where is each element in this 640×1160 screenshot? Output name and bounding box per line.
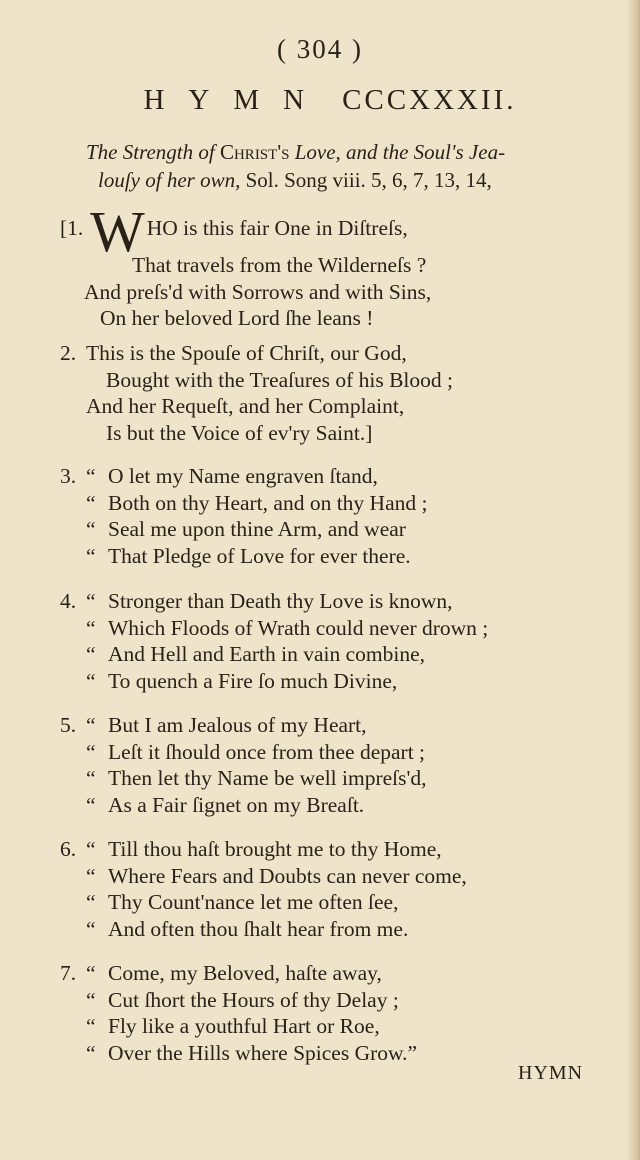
- verse-text: That travels from the Wilderneſs ?: [132, 253, 427, 277]
- verse-text: On her beloved Lord ſhe leans !: [100, 306, 374, 330]
- hymn-subtitle-line-2: [98, 168, 638, 193]
- quote-mark: “: [86, 713, 96, 737]
- stanza-number: 6.: [60, 837, 77, 861]
- hymn-number: CCCXXXII.: [342, 84, 517, 116]
- verse-text: But I am Jealous of my Heart,: [108, 713, 367, 737]
- verse-text: As a Fair ſignet on my Breaſt.: [108, 792, 365, 817]
- subtitle-text: The Strength of: [86, 140, 220, 164]
- stanza-number: 3.: [60, 464, 77, 488]
- verse-text: Where Fears and Doubts can never come,: [108, 863, 467, 888]
- verse-line: [60, 739, 620, 766]
- verse-line: [60, 641, 620, 668]
- stanza: [60, 960, 620, 1066]
- verse-line: [60, 1013, 620, 1040]
- verse-text: Over the Hills where Spices Grow.”: [108, 1040, 418, 1065]
- verse-line: [60, 516, 620, 543]
- stanza-number: 5.: [60, 713, 77, 737]
- verse-line: [60, 792, 620, 819]
- stanza-number: 7.: [60, 961, 77, 985]
- verse-line: [60, 279, 620, 306]
- verse-line: [60, 668, 620, 695]
- verse-text: Till thou haſt brought me to thy Home,: [108, 837, 442, 861]
- verse-text: And often thou ſhalt hear from me.: [108, 916, 409, 941]
- verse-line: [60, 889, 620, 916]
- quote-mark: “: [86, 837, 96, 861]
- verse-line: [60, 836, 620, 863]
- stanza: [60, 588, 620, 694]
- verse-line: [60, 960, 620, 987]
- quote-mark: “: [86, 1014, 96, 1038]
- verse-text: And preſs'd with Sorrows and with Sins,: [84, 279, 432, 304]
- verse-text: And Hell and Earth in vain combine,: [108, 642, 426, 666]
- verse-text: And her Requeſt, and her Complaint,: [86, 394, 405, 418]
- verse-line: [60, 340, 620, 367]
- page-number: ( 304 ): [277, 34, 363, 64]
- quote-mark: “: [86, 589, 96, 613]
- stanza: [60, 340, 620, 446]
- verse-line: [60, 367, 620, 394]
- subtitle-christ: Christ's: [219, 140, 290, 164]
- drop-cap: W: [90, 199, 145, 264]
- quote-mark: “: [86, 642, 96, 666]
- verse-text: Both on thy Heart, and on thy Hand ;: [108, 490, 428, 515]
- scripture-reference: Sol. Song viii. 5, 6, 7, 13, 14,: [240, 168, 492, 192]
- quote-mark: “: [86, 517, 96, 541]
- verse-text: Bought with the Treaſures of his Blood ;: [106, 367, 453, 392]
- stanza-number: 2.: [60, 341, 77, 365]
- verse-text: HO is this fair One in Diſtreſs,: [146, 216, 408, 240]
- hymn-word: HYMN: [143, 84, 329, 116]
- quote-mark: “: [86, 863, 96, 888]
- verse-text: Stronger than Death thy Love is known,: [108, 589, 453, 613]
- quote-mark: “: [86, 543, 96, 568]
- quote-mark: “: [86, 464, 96, 488]
- quote-mark: “: [86, 668, 96, 693]
- verse-line: [60, 588, 620, 615]
- verse-text: This is the Spouſe of Chriſt, our God,: [86, 341, 407, 365]
- subtitle-text: Love, and the Soul's Jea-: [289, 140, 506, 164]
- verse-text: Thy Count'nance let me often ſee,: [108, 890, 399, 914]
- stanza-number: [1.: [60, 216, 84, 240]
- verse-line: [60, 305, 620, 332]
- quote-mark: “: [86, 1040, 96, 1065]
- verse-line: [60, 393, 620, 420]
- quote-mark: “: [86, 916, 96, 941]
- verse-text: O let my Name engraven ſtand,: [108, 464, 378, 488]
- verse-line: [60, 916, 620, 943]
- hymn-title: [0, 84, 640, 117]
- verse-line: [60, 615, 620, 642]
- stanza: [60, 463, 620, 569]
- quote-mark: “: [86, 792, 96, 817]
- quote-mark: “: [86, 961, 96, 985]
- quote-mark: “: [86, 490, 96, 515]
- verse-line: [60, 987, 620, 1014]
- verse-line: [60, 420, 620, 447]
- stanza-number: 4.: [60, 589, 77, 613]
- verse-text: That Pledge of Love for ever there.: [108, 543, 411, 568]
- verse-text: Then let thy Name be well impreſs'd,: [108, 766, 427, 790]
- hymn-subtitle-line-1: [86, 140, 626, 165]
- verse-line: [60, 543, 620, 570]
- verse-line: [60, 252, 620, 279]
- verse-line: [60, 765, 620, 792]
- quote-mark: “: [86, 739, 96, 764]
- catchword: HYMN: [518, 1062, 584, 1084]
- verse-line: [60, 490, 620, 517]
- verse-text: Which Floods of Wrath could never drown ;: [108, 615, 489, 640]
- verse-text: Is but the Voice of ev'ry Saint.]: [106, 420, 373, 445]
- quote-mark: “: [86, 766, 96, 790]
- quote-mark: “: [86, 615, 96, 640]
- verse-text: Cut ſhort the Hours of thy Delay ;: [108, 987, 399, 1012]
- verse-text: Fly like a youthful Hart or Roe,: [108, 1014, 380, 1038]
- verse-line: [60, 863, 620, 890]
- quote-mark: “: [86, 890, 96, 914]
- verse-text: To quench a Fire ſo much Divine,: [108, 668, 398, 693]
- verse-line: [60, 199, 620, 264]
- stanza: [60, 836, 620, 942]
- verse-line: [60, 712, 620, 739]
- subtitle-text: louſy of her own,: [98, 168, 241, 192]
- stanza: [60, 199, 620, 332]
- verse-text: Seal me upon thine Arm, and wear: [108, 517, 406, 541]
- verse-line: [60, 463, 620, 490]
- verse-text: Come, my Beloved, haſte away,: [108, 961, 382, 985]
- quote-mark: “: [86, 987, 96, 1012]
- stanza: [60, 712, 620, 818]
- verse-text: Leſt it ſhould once from thee depart ;: [108, 739, 426, 764]
